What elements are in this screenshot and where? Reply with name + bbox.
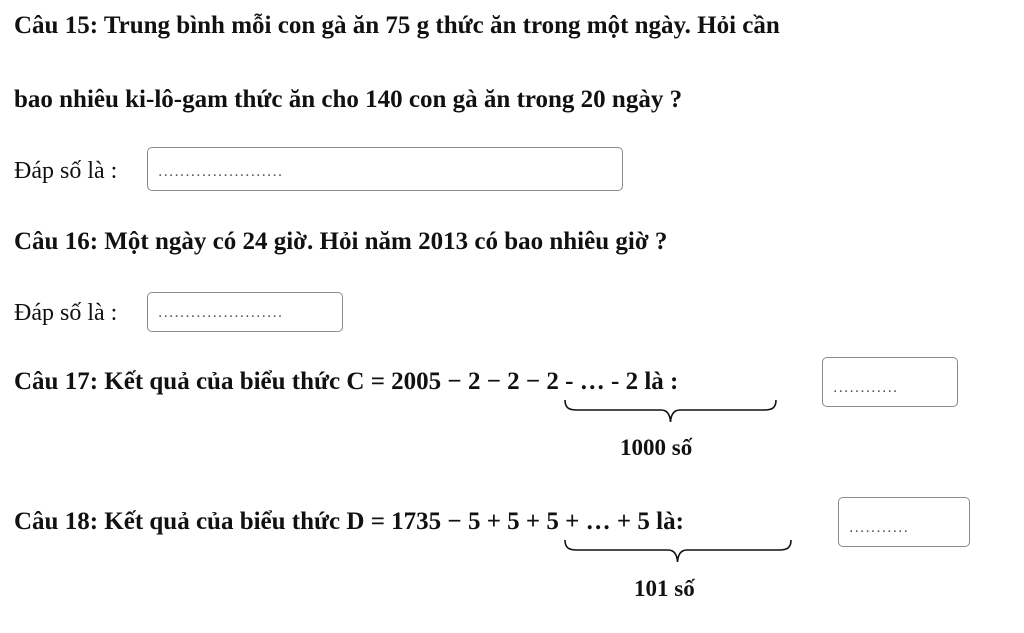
question-15-answer-input[interactable]: [147, 147, 623, 191]
question-15-line-2: bao nhiêu ki-lô-gam thức ăn cho 140 con gà ăn trong 20 ngày ?: [14, 86, 683, 113]
question-17-answer-input[interactable]: [822, 357, 958, 407]
question-18-text-before: Câu 18: Kết quả của biểu thức D = 1735 −: [14, 508, 468, 535]
answer-placeholder-dots: ...........: [849, 519, 909, 536]
answer-placeholder-dots: ............: [833, 379, 899, 396]
question-17-underbrace: [563, 398, 778, 424]
answer-placeholder-dots: .......................: [158, 163, 284, 180]
question-18: [14, 508, 684, 536]
question-17-text-after: là :: [638, 368, 679, 395]
question-18-brace-label: 101 số: [634, 576, 695, 601]
question-17-brace-label: 1000 số: [620, 435, 693, 460]
question-15-line-1: Câu 15: Trung bình mỗi con gà ăn 75 g thức ăn trong một ngày. Hỏi cần: [14, 12, 780, 39]
question-16: [14, 228, 667, 256]
question-16-prefix: Câu 16:: [14, 228, 105, 255]
question-18-answer-input[interactable]: [838, 497, 970, 547]
question-16-answer-label: Đáp số là :: [14, 300, 118, 326]
question-18-underbrace: [563, 538, 793, 564]
question-15-answer-label: Đáp số là :: [14, 158, 118, 184]
question-17: [14, 368, 678, 396]
question-17-braced-expression: 2 − 2 − 2 - … - 2: [467, 368, 639, 395]
question-16-text: Một ngày có 24 giờ. Hỏi năm 2013 có bao nhiêu giờ ?: [104, 228, 668, 255]
answer-placeholder-dots: .......................: [158, 304, 284, 321]
question-16-answer-input[interactable]: [147, 292, 343, 332]
question-17-text-before: Câu 17: Kết quả của biểu thức C = 2005 −: [14, 368, 468, 395]
question-18-braced-expression: 5 + 5 + 5 + … + 5: [467, 508, 650, 535]
question-18-text-after: là:: [649, 508, 684, 535]
